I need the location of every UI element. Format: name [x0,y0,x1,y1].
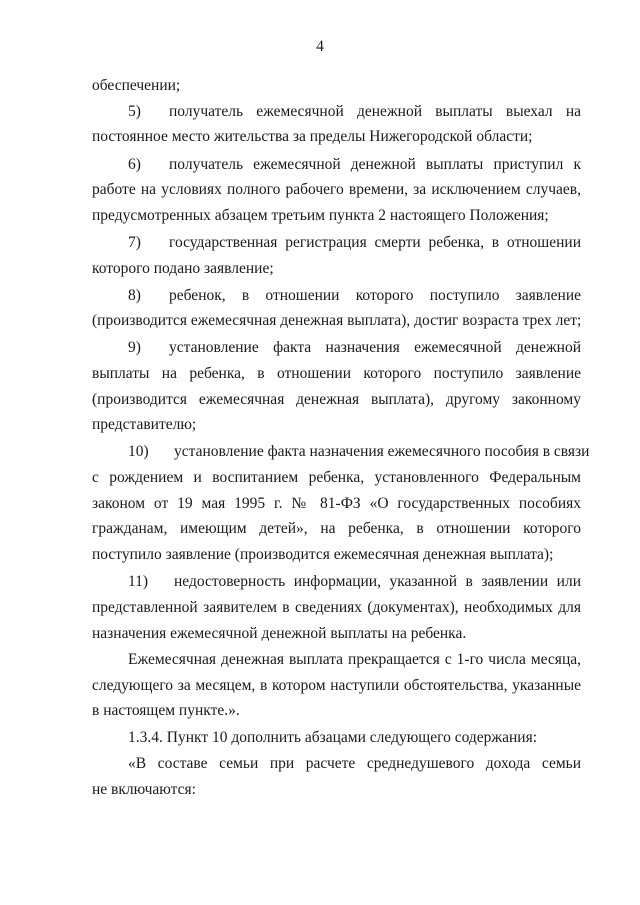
text-line: гражданам, имеющим детей», на ребенка, в отношении которого [92,520,581,537]
text-line: поступило заявление (производится ежемесячная денежная выплата); [92,546,554,563]
text-line: получатель ежемесячной денежной выплаты выехал на [169,103,581,120]
text-line: обеспечении; [92,77,181,94]
item-number-6: 6) [128,156,141,173]
text-line: выплаты на ребенка, в отношении которого поступило заявление [92,365,581,382]
text-line: государственная регистрация смерти ребенка, в отношении [169,234,581,251]
item-number-11: 11) [128,573,149,590]
text-line: 1.3.4. Пункт 10 дополнить абзацами следующего содержания: [128,729,538,746]
text-line: не включаются: [92,781,196,798]
text-line: установление факта назначения ежемесячного пособия в связи [174,443,590,460]
text-line: представителю; [92,416,197,433]
text-line: предусмотренных абзацем третьим пункта 2 настоящего Положения; [92,207,549,224]
page-number: 4 [316,38,324,55]
text-line: постоянное место жительства за пределы Нижегородской области; [92,128,533,145]
item-number-10: 10) [128,443,149,460]
text-line: получатель ежемесячной денежной выплаты приступил к [169,156,581,173]
text-line: следующего за месяцем, в котором наступили обстоятельства, указанные [92,677,581,694]
item-number-7: 7) [128,234,141,251]
item-number-5: 5) [128,103,141,120]
text-line: законом от 19 мая 1995 г. № 81-ФЗ «О государственных пособиях [92,495,581,512]
text-line: (производится ежемесячная денежная выплата), другому законному [92,391,581,408]
text-line: ребенок, в отношении которого поступило заявление [169,287,581,304]
text-line: которого подано заявление; [92,260,274,277]
text-line: в настоящем пункте.». [92,702,240,719]
text-line: установление факта назначения ежемесячной денежной [169,339,581,356]
text-line: «В составе семьи при расчете среднедушевого дохода семьи [128,755,581,772]
item-number-9: 9) [128,339,141,356]
text-line: Ежемесячная денежная выплата прекращается с 1-го числа месяца, [128,651,581,668]
text-line: (производится ежемесячная денежная выплата), достиг возраста трех лет; [92,312,582,329]
text-line: с рождением и воспитанием ребенка, установленного Федеральным [92,469,581,486]
text-line: назначения ежемесячной денежной выплаты на ребенка. [92,625,467,642]
text-line: недостоверность информации, указанной в заявлении или [174,573,581,590]
text-line: представленной заявителем в сведениях (документах), необходимых для [92,599,581,616]
item-number-8: 8) [128,287,141,304]
text-line: работе на условиях полного рабочего времени, за исключением случаев, [92,181,581,198]
